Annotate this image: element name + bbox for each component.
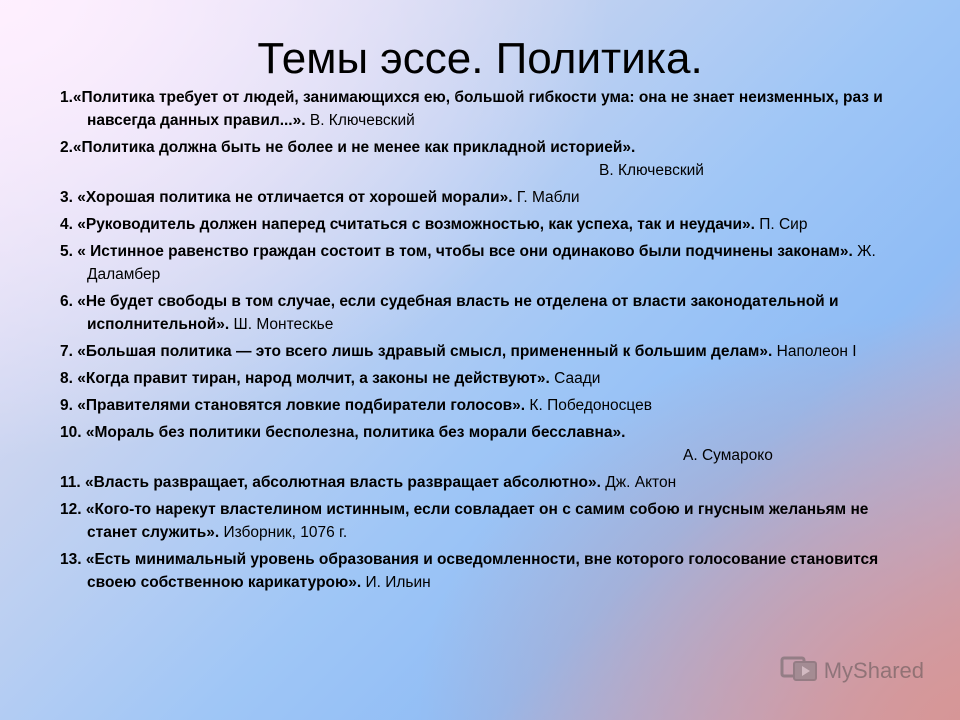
watermark-text: MyShared	[823, 658, 924, 683]
list-item	[60, 136, 920, 182]
slide-title: Темы эссе. Политика.	[257, 34, 703, 83]
watermark	[780, 652, 924, 690]
quote-author: Изборник, 1076 г.	[219, 524, 348, 541]
list-item	[60, 290, 920, 336]
quote-text: 8. «Когда правит тиран, народ молчит, а законы не действуют».	[60, 370, 550, 387]
quote-text: 11. «Власть развращает, абсолютная власть развращает абсолютно».	[60, 474, 601, 491]
list-item	[60, 340, 920, 363]
list-item	[60, 186, 920, 209]
quote-author: Г. Мабли	[512, 189, 580, 206]
list-item	[60, 86, 920, 132]
quotes-list	[60, 86, 920, 598]
list-item	[60, 471, 920, 494]
quote-author: Саади	[549, 370, 601, 387]
quote-author: В. Ключевский	[305, 112, 415, 129]
quote-author: Ш. Монтескье	[229, 316, 334, 333]
quote-text: 5. « Истинное равенство граждан состоит в том, чтобы все они одинаково были подчинены законам».	[60, 243, 853, 260]
list-item	[60, 548, 920, 594]
quote-text: 9. «Правителями становятся ловкие подбиратели голосов».	[60, 397, 526, 414]
quote-text: 7. «Большая политика — это всего лишь здравый смысл, примененный к большим делам».	[60, 343, 773, 360]
quote-text: 3. «Хорошая политика не отличается от хорошей морали».	[60, 189, 513, 206]
myshared-logo-icon	[780, 652, 824, 690]
list-item	[60, 367, 920, 390]
quote-author: Ж. Даламбер	[87, 243, 876, 283]
list-item	[60, 240, 920, 286]
quote-text: 6. «Не будет свободы в том случае, если судебная власть не отделена от власти законодательной и исполнительной».	[60, 293, 839, 333]
quote-text: 4. «Руководитель должен наперед считаться с возможностью, как успеха, так и неудачи».	[60, 216, 755, 233]
quote-text: 10. «Мораль без политики бесполезна, политика без морали бесславна».	[60, 424, 626, 441]
quote-author: И. Ильин	[361, 574, 431, 591]
quote-author: Наполеон I	[772, 343, 857, 360]
list-item	[60, 213, 920, 236]
quote-text: 12. «Кого-то нарекут властелином истинным, если совладает он с самим собою и гнусным желаньям не станет служить».	[60, 501, 869, 541]
quote-author: В. Ключевский	[599, 162, 704, 179]
list-item	[60, 394, 920, 417]
quote-text: 2.«Политика должна быть не более и не менее как прикладной историей».	[60, 139, 636, 156]
quote-author: К. Победоносцев	[525, 397, 652, 414]
quote-author: А. Сумароко	[683, 447, 773, 464]
list-item	[60, 421, 920, 467]
quote-text: 1.«Политика требует от людей, занимающихся ею, большой гибкости ума: она не знает неизменных, раз и навсегда данных правил...».	[60, 89, 883, 129]
quote-text: 13. «Есть минимальный уровень образования и осведомленности, вне которого голосование становится своею собственною карикатурою».	[60, 551, 879, 591]
quote-author: Дж. Актон	[600, 474, 677, 491]
list-item	[60, 498, 920, 544]
quote-author: П. Сир	[754, 216, 808, 233]
